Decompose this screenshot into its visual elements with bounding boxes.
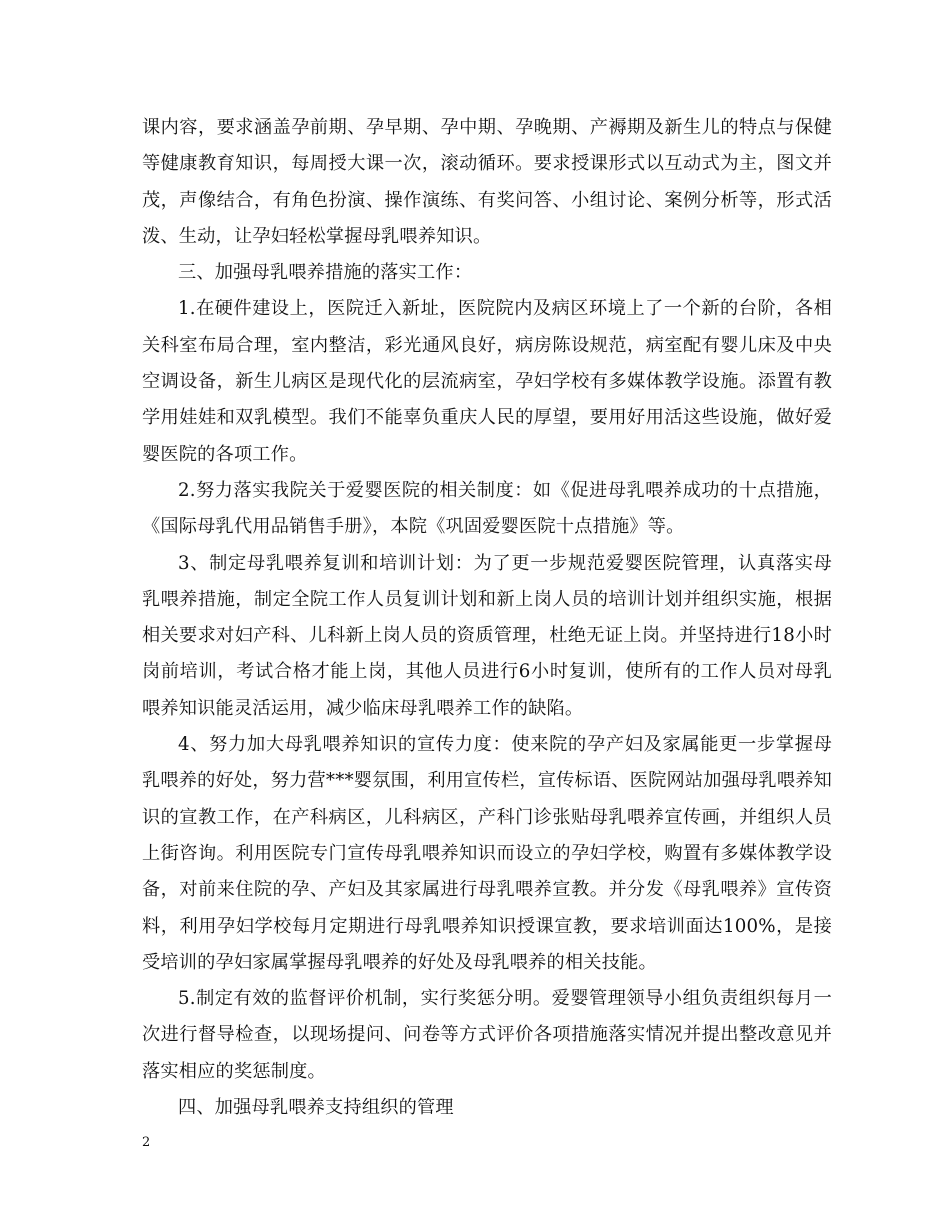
paragraph-item-1: 1.在硬件建设上，医院迁入新址，医院院内及病区环境上了一个新的台阶，各相关科室布局合理，室内整洁，彩光通风良好，病房陈设规范，病室配有婴儿床及中央空调设备，新生儿病区是现代化的层流病室，孕妇学校有多媒体教学设施。添置有教学用娃娃和双乳模型。我们不能辜负重庆人民的厚望，要用好用活这些设施，做好爱婴医院的各项工作。 xyxy=(142,298,832,465)
page-number: 2 xyxy=(142,1135,151,1150)
paragraph-item-3: 3、制定母乳喂养复训和培训计划：为了更一步规范爱婴医院管理，认真落实母乳喂养措施，制定全院工作人员复训计划和新上岗人员的培训计划并组织实施，根据相关要求对妇产科、儿科新上岗人员的资质管理，杜绝无证上岗。并坚持进行18小时岗前培训，考试合格才能上岗，其他人员进行6小时复训，使所有的工作人员对母乳喂养知识能灵活运用，减少临床母乳喂养工作的缺陷。 xyxy=(142,552,832,719)
section-heading-three: 三、加强母乳喂养措施的落实工作： xyxy=(178,262,473,284)
document-body xyxy=(142,110,832,1126)
section-heading-four: 四、加强母乳喂养支持组织的管理 xyxy=(178,1097,454,1119)
paragraph-continuation: 课内容，要求涵盖孕前期、孕早期、孕中期、孕晚期、产褥期及新生儿的特点与保健等健康教育知识，每周授大课一次，滚动循环。要求授课形式以互动式为主，图文并茂，声像结合，有角色扮演、操作演练、有奖问答、小组讨论、案例分析等，形式活泼、生动，让孕妇轻松掌握母乳喂养知识。 xyxy=(142,117,832,247)
paragraph-item-5: 5.制定有效的监督评价机制，实行奖惩分明。爱婴管理领导小组负责组织每月一次进行督导检查，以现场提问、问卷等方式评价各项措施落实情况并提出整改意见并落实相应的奖惩制度。 xyxy=(142,988,832,1082)
paragraph-item-2: 2.努力落实我院关于爱婴医院的相关制度：如《促进母乳喂养成功的十点措施，《国际母乳代用品销售手册》，本院《巩固爱婴医院十点措施》等。 xyxy=(142,479,832,538)
paragraph-item-4: 4、努力加大母乳喂养知识的宣传力度：使来院的孕产妇及家属能更一步掌握母乳喂养的好处，努力营***婴氛围，利用宣传栏，宣传标语、医院网站加强母乳喂养知识的宣教工作，在产科病区，儿科病区，产科门诊张贴母乳喂养宣传画，并组织人员上街咨询。利用医院专门宣传母乳喂养知识而设立的孕妇学校，购置有多媒体教学设备，对前来住院的孕、产妇及其家属进行母乳喂养宣教。并分发《母乳喂养》宣传资料，利用孕妇学校每月定期进行母乳喂养知识授课宣教，要求培训面达100%，是接受培训的孕妇家属掌握母乳喂养的好处及母乳喂养的相关技能。 xyxy=(142,734,832,973)
